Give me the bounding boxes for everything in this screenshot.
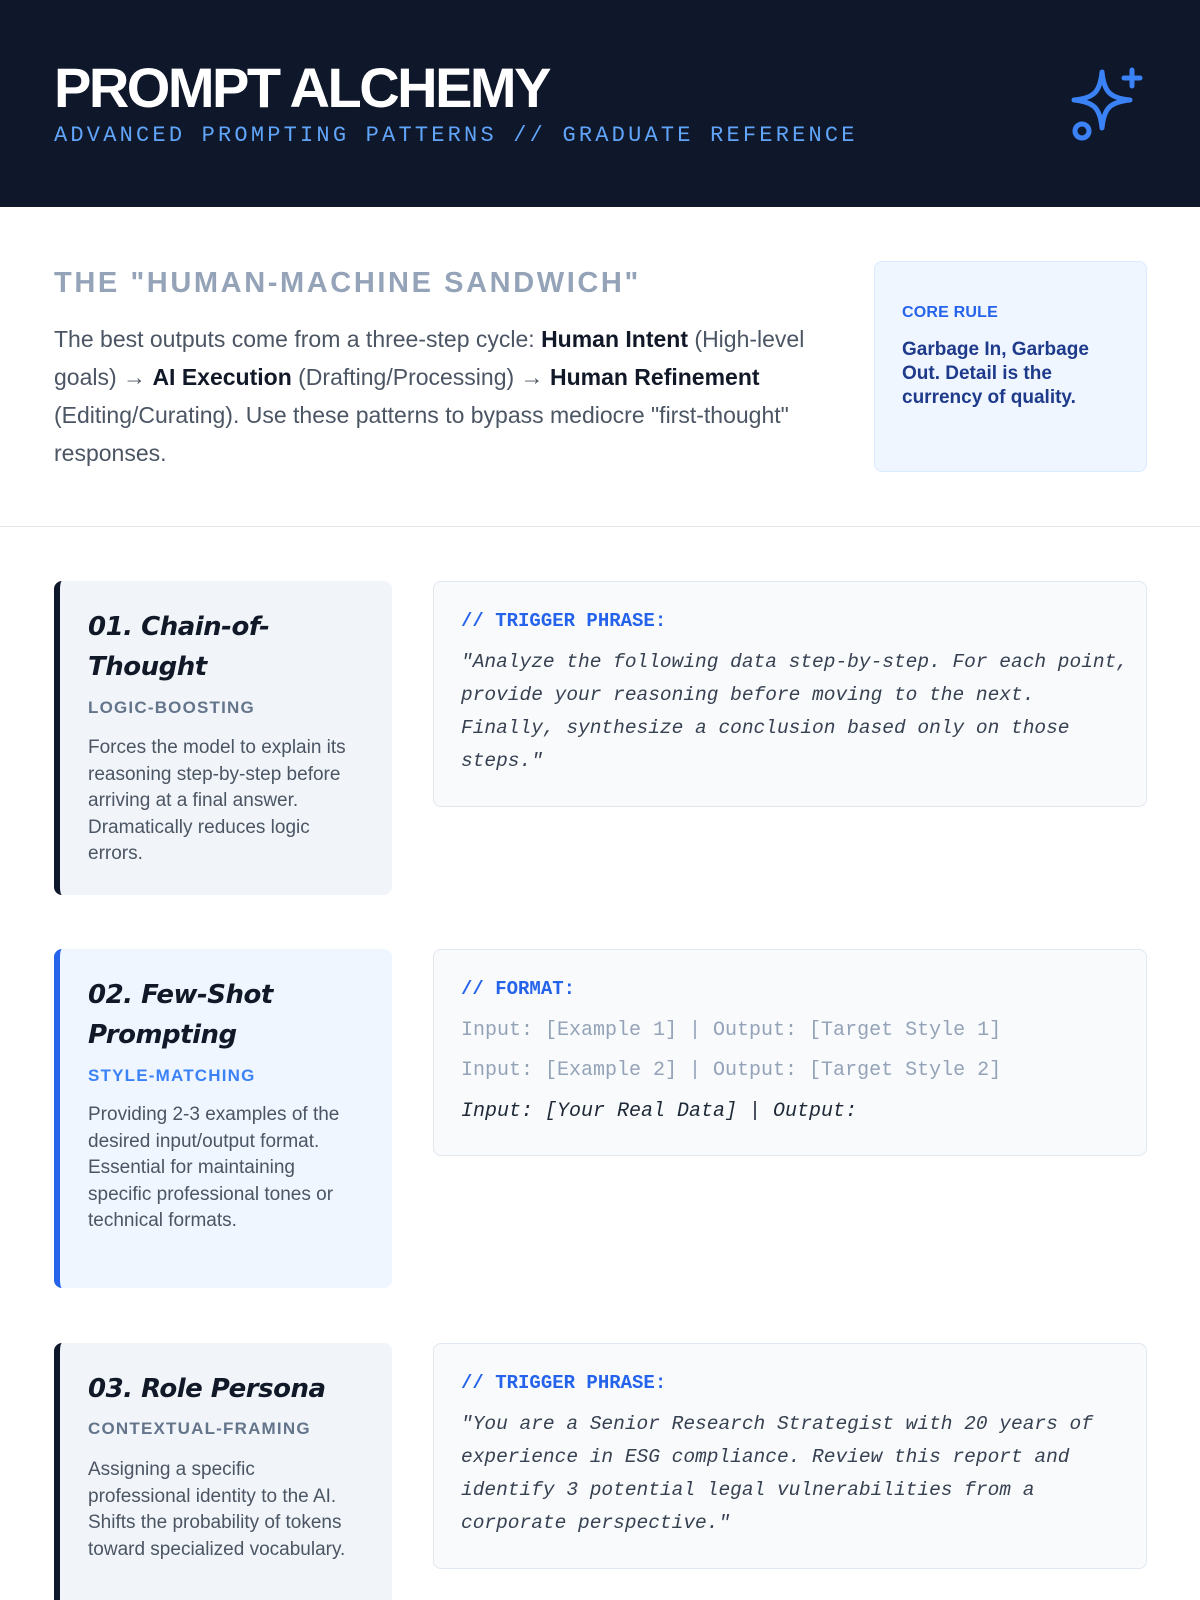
format-example-line: Input: [Example 1] | Output: [Target Style 1] — [461, 1019, 1002, 1042]
code-box-role-persona — [433, 1343, 1147, 1569]
core-rule-label: CORE RULE — [902, 304, 999, 321]
pattern-title: 01. Chain-of-Thought — [88, 612, 270, 682]
intro-text-part: (Editing/Curating). Use these patterns to bypass mediocre "first-thought" responses. — [54, 402, 789, 466]
code-label: // TRIGGER PHRASE: — [461, 610, 667, 632]
page-title: PROMPT ALCHEMY — [54, 56, 549, 119]
intro-bold-human-intent: Human Intent — [541, 326, 689, 352]
intro-text-part: (Drafting/Processing) → — [291, 364, 550, 390]
intro-bold-ai-execution: AI Execution — [152, 364, 292, 390]
core-rule-text: Garbage In, Garbage Out. Detail is the currency of quality. — [902, 339, 1089, 408]
format-final-line: Input: [Your Real Data] | Output: — [461, 1100, 858, 1123]
core-rule-box — [874, 261, 1147, 472]
intro-text-part: (High-level goals) → — [54, 326, 805, 390]
page-header — [0, 0, 1200, 207]
code-box-chain-of-thought — [433, 581, 1147, 807]
page-subtitle: ADVANCED PROMPTING PATTERNS // GRADUATE REFERENCE — [54, 123, 858, 148]
code-box-few-shot — [433, 949, 1147, 1156]
pattern-card-chain-of-thought — [54, 581, 392, 895]
pattern-description: Assigning a specific professional identity to the AI. Shifts the probability of tokens toward specialized vocabulary. — [88, 1459, 346, 1560]
pattern-title: 03. Role Persona — [88, 1374, 326, 1404]
pattern-tag: CONTEXTUAL-FRAMING — [88, 1419, 311, 1438]
intro-bold-human-refinement: Human Refinement — [549, 364, 760, 390]
intro-text — [54, 320, 830, 472]
pattern-description: Forces the model to explain its reasoning step-by-step before arriving at a final answer. Dramatically reduces logic errors. — [88, 737, 346, 864]
pattern-description: Providing 2-3 examples of the desired input/output format. Essential for maintaining specific professional tones or technical formats. — [88, 1104, 340, 1231]
sparkle-icon — [1066, 64, 1146, 144]
trigger-phrase: "Analyze the following data step-by-step. For each point, provide your reasoning before moving to the next. Finally, synthesize a conclusion based only on those steps." — [461, 651, 1129, 772]
intro-text-part: The best outputs come from a three-step cycle: — [54, 326, 542, 352]
format-example-line: Input: [Example 2] | Output: [Target Style 2] — [461, 1059, 1002, 1082]
code-label: // FORMAT: — [461, 978, 576, 1000]
pattern-tag: STYLE-MATCHING — [88, 1066, 256, 1085]
pattern-card-few-shot — [54, 949, 392, 1288]
section-divider — [0, 526, 1200, 527]
pattern-card-role-persona — [54, 1343, 392, 1600]
code-label: // TRIGGER PHRASE: — [461, 1372, 667, 1394]
pattern-tag: LOGIC-BOOSTING — [88, 698, 255, 717]
pattern-title: 02. Few-Shot Prompting — [88, 980, 273, 1050]
trigger-phrase: "You are a Senior Research Strategist with 20 years of experience in ESG compliance. Review this report and identify 3 potential legal vulnerabilities from a corporate perspective." — [461, 1413, 1093, 1534]
intro-heading: THE "HUMAN-MACHINE SANDWICH" — [54, 267, 641, 299]
